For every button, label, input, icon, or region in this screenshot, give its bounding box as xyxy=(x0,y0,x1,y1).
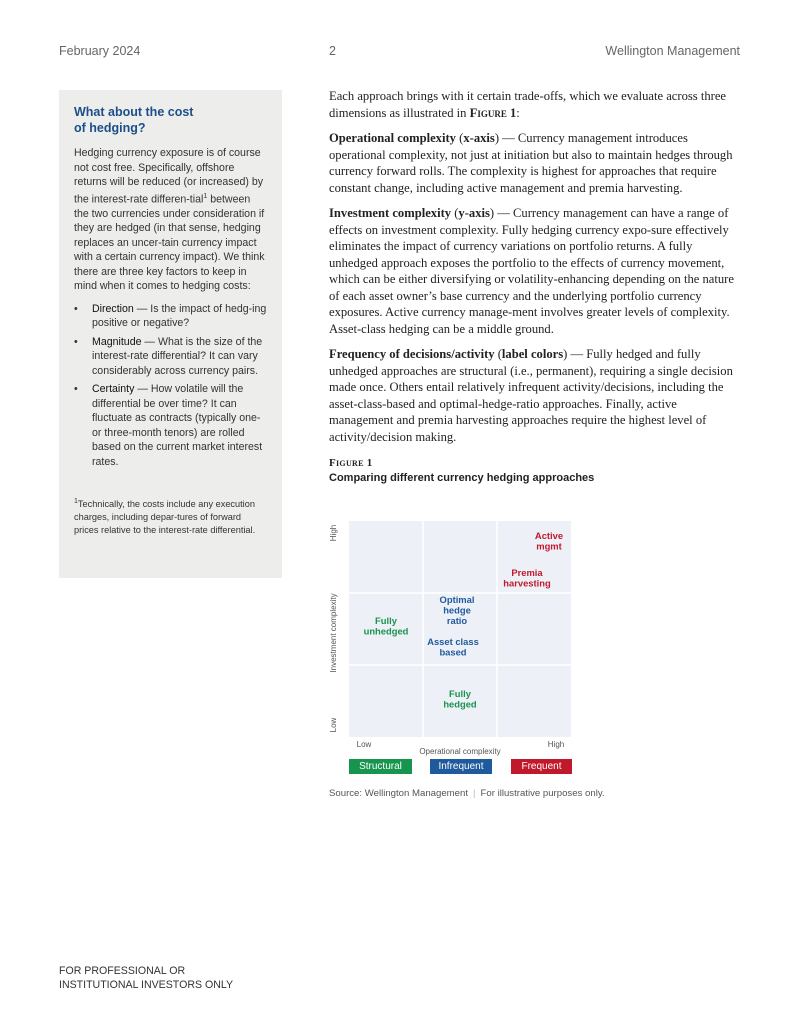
grid-cell xyxy=(497,665,571,737)
axis-ref: x-axis xyxy=(463,131,495,145)
approach-label: unhedged xyxy=(363,625,409,637)
y-tick-low: Low xyxy=(329,717,338,733)
intro-paragraph xyxy=(329,88,741,121)
y-tick-high: High xyxy=(329,524,338,542)
list-item xyxy=(74,302,267,331)
grid-cell xyxy=(423,521,497,593)
footnote-ref: 1 xyxy=(203,192,208,200)
footnote-marker: 1 xyxy=(74,498,78,506)
approach-label: based xyxy=(439,646,467,658)
approach-label: Asset class xyxy=(427,636,479,647)
header-organization: Wellington Management xyxy=(605,44,740,58)
sidebar-title xyxy=(74,104,267,136)
x-tick-high: High xyxy=(547,740,565,749)
paren-open: ( xyxy=(455,131,464,145)
paragraph-text: — Currency management introduces operational complexity, not just at initiation but also to maintain hedges through currency forward rolls. The complexity is highest for approaches that require constant change, including active management and premia harvesting. xyxy=(329,131,733,195)
frequency-paragraph xyxy=(329,346,741,445)
approach-label: Premia xyxy=(511,567,543,578)
chart-svg xyxy=(322,512,582,782)
figure-label: Figure 1 xyxy=(329,457,373,469)
sidebar-intro xyxy=(74,146,267,294)
approach-label: Optimal xyxy=(439,594,475,605)
approach-label: mgmt xyxy=(536,540,562,552)
sidebar-footnote xyxy=(74,495,267,537)
paragraph-text: — Fully hedged and fully unhedged approaches are structural (i.e., permanent), requiring a single decision made once. Others entail relatively infrequent activity/decisions, including the asset-class-based and optimal-hedge-ratio approaches. Finally, active management and premia harvesting approaches require the highest level of activity/decision making. xyxy=(329,347,733,444)
paren-open: ( xyxy=(494,347,502,361)
factor-text: — How volatile will the differential be over time? It can fluctuate as contracts (typically one- or three-month tenors) are rolled based on the current market interest rates. xyxy=(92,383,263,468)
y-axis-label: Investment complexity xyxy=(329,593,338,673)
intro-text: Each approach brings with it certain trade-offs, which we evaluate across three dimensions as illustrated in xyxy=(329,89,727,120)
paren-close: ) xyxy=(563,347,568,361)
x-tick-low: Low xyxy=(356,740,372,749)
figure-reference: Figure 1 xyxy=(469,105,517,120)
footer-line1: FOR PROFESSIONAL OR xyxy=(59,965,186,977)
sidebar-intro-a: Hedging currency exposure is of course not cost free. Specifically, offshore returns will be reduced (or increased) by the interest-rate differen-tial xyxy=(74,147,264,206)
hedging-approaches-chart xyxy=(322,512,582,782)
axis-ref: y-axis xyxy=(458,206,490,220)
factor-text: — What is the size of the interest-rate differential? It can vary considerably across currency pairs. xyxy=(92,335,263,377)
list-item xyxy=(74,335,267,379)
footnote-text: Technically, the costs include any execution charges, including depar-tures of forward prices relative to the interest-rate differential. xyxy=(74,499,256,536)
grid-cell xyxy=(349,665,423,737)
sidebar-box xyxy=(59,90,282,578)
figure-title: Comparing different currency hedging approaches xyxy=(329,472,595,484)
paren-close: ) xyxy=(494,131,500,145)
legend-frequent: Frequent xyxy=(511,759,572,774)
page-footer xyxy=(59,964,233,992)
paragraph-lead: Investment complexity xyxy=(329,206,452,220)
paragraph-text: — Currency management can have a range of effects on investment complexity. Fully hedging currency expo-sure effectively eliminates the impact of currency variations on portfolio returns. A fully unhedged approach exposes the portfolio to the effects of currency movement, which can be either diversifying or volatility-enhancing depending on the nature of each asset owner’s base currency and the underlying portfolio currency exposures. Active currency manage-ment involves greater levels of complexity. Asset-class hedging can be a middle ground. xyxy=(329,206,734,336)
approach-label: hedge xyxy=(443,604,471,616)
paragraph-lead: Operational complexity xyxy=(329,131,456,145)
page-number: 2 xyxy=(329,44,336,58)
list-item xyxy=(74,382,267,469)
source-text: Source: Wellington Management xyxy=(329,788,469,799)
legend-structural: Structural xyxy=(349,759,412,774)
grid-cell xyxy=(497,593,571,665)
factor-term: Magnitude xyxy=(92,335,142,348)
source-separator: | xyxy=(473,788,476,799)
paren-open: ( xyxy=(451,206,459,220)
grid-cell xyxy=(349,521,423,593)
sidebar-intro-b: between the two currencies under consideration if they are hedged (in that sense, hedging replaces an uncer-tain currency impact with a certain currency impact). We think there are three key factors to keep in mind when it comes to hedging costs: xyxy=(74,193,265,293)
approach-label: Active xyxy=(534,530,564,541)
figure-source xyxy=(329,788,605,799)
approach-label: Fully xyxy=(375,615,397,626)
approach-label: Fully xyxy=(449,688,471,699)
axis-ref: label colors xyxy=(501,347,564,361)
investment-complexity-paragraph xyxy=(329,205,741,337)
factor-term: Direction xyxy=(92,302,134,315)
header-date: February 2024 xyxy=(59,44,141,58)
x-axis-label: Operational complexity xyxy=(419,747,501,756)
paren-close: ) xyxy=(489,206,495,220)
factor-text: — Is the impact of hedg-ing positive or negative? xyxy=(92,302,267,330)
main-body xyxy=(329,88,741,484)
operational-complexity-paragraph xyxy=(329,130,741,196)
factor-term: Certainty xyxy=(92,383,135,396)
hedging-factor-list xyxy=(74,302,267,470)
source-note: For illustrative purposes only. xyxy=(480,788,605,799)
sidebar-title-line2: of hedging? xyxy=(74,121,146,135)
approach-label: hedged xyxy=(443,698,477,710)
approach-label: harvesting xyxy=(503,577,551,589)
intro-colon: : xyxy=(516,105,520,120)
legend-infrequent: Infrequent xyxy=(430,759,492,774)
footer-line2: INSTITUTIONAL INVESTORS ONLY xyxy=(59,979,234,991)
paragraph-lead: Frequency of decisions/activity xyxy=(329,347,495,361)
approach-label: ratio xyxy=(446,615,468,626)
sidebar-title-line1: What about the cost xyxy=(74,105,194,119)
